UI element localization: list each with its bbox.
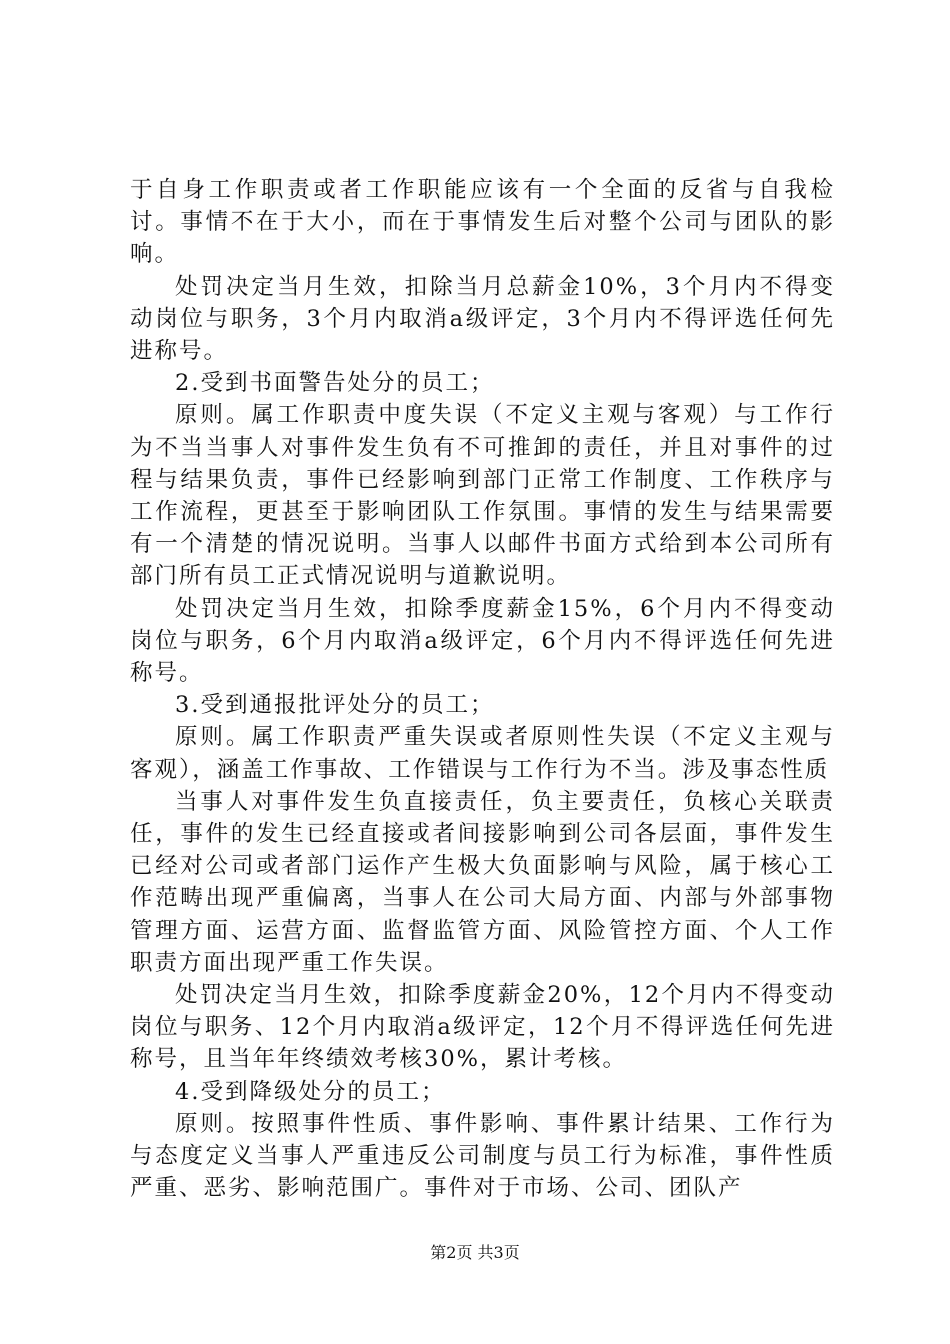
paragraph-continuation: 于自身工作职责或者工作职能应该有一个全面的反省与自我检讨。事情不在于大小，而在于事情发生后对整个公司与团队的影响。	[130, 177, 835, 268]
paragraph-principle-2: 原则。属工作职责中度失误（不定义主观与客观）与工作行为不当当事人对事件发生负有不可推卸的责任，并且对事件的过程与结果负责，事件已经影响到部门正常工作制度、工作秩序与工作流程，更甚至于影响团队工作氛围。事情的发生与结果需要有一个清楚的情况说明。当事人以邮件书面方式给到本公司所有部门所有员工正式情况说明与道歉说明。	[130, 402, 835, 590]
heading-written-warning: 2.受到书面警告处分的员工；	[175, 370, 495, 397]
body-text	[130, 174, 835, 1205]
heading-demotion: 4.受到降级处分的员工；	[175, 1078, 446, 1105]
page-number: 第2页 共3页	[430, 1243, 520, 1262]
paragraph-principle-4: 原则。按照事件性质、事件影响、事件累计结果、工作行为与态度定义当事人严重违反公司制度与员工行为标准，事件性质严重、恶劣、影响范围广。事件对于市场、公司、团队产	[130, 1110, 835, 1202]
paragraph-penalty-2: 处罚决定当月生效，扣除季度薪金15%，6个月内不得变动岗位与职务，6个月内取消a级评定，6个月内不得评选任何先进称号。	[130, 595, 835, 687]
paragraph-responsibility-3: 当事人对事件发生负直接责任，负主要责任，负核心关联责任，事件的发生已经直接或者间接影响到公司各层面，事件发生已经对公司或者部门运作产生极大负面影响与风险，属于核心工作范畴出现严重偏离，当事人在公司大局方面、内部与外部事物管理方面、运营方面、监督监管方面、风险管控方面、个人工作职责方面出现严重工作失误。	[130, 788, 835, 976]
heading-public-criticism: 3.受到通报批评处分的员工；	[175, 692, 495, 719]
paragraph-penalty-1: 处罚决定当月生效，扣除当月总薪金10%，3个月内不得变动岗位与职务，3个月内取消a级评定，3个月内不得评选任何先进称号。	[130, 273, 835, 365]
paragraph-penalty-3: 处罚决定当月生效，扣除季度薪金20%，12个月内不得变动岗位与职务、12个月内取消a级评定，12个月不得评选任何先进称号，且当年年终绩效考核30%，累计考核。	[130, 982, 835, 1073]
paragraph-principle-3: 原则。属工作职责严重失误或者原则性失误（不定义主观与客观），涵盖工作事故、工作错误与工作行为不当。涉及事态性质	[130, 724, 835, 783]
